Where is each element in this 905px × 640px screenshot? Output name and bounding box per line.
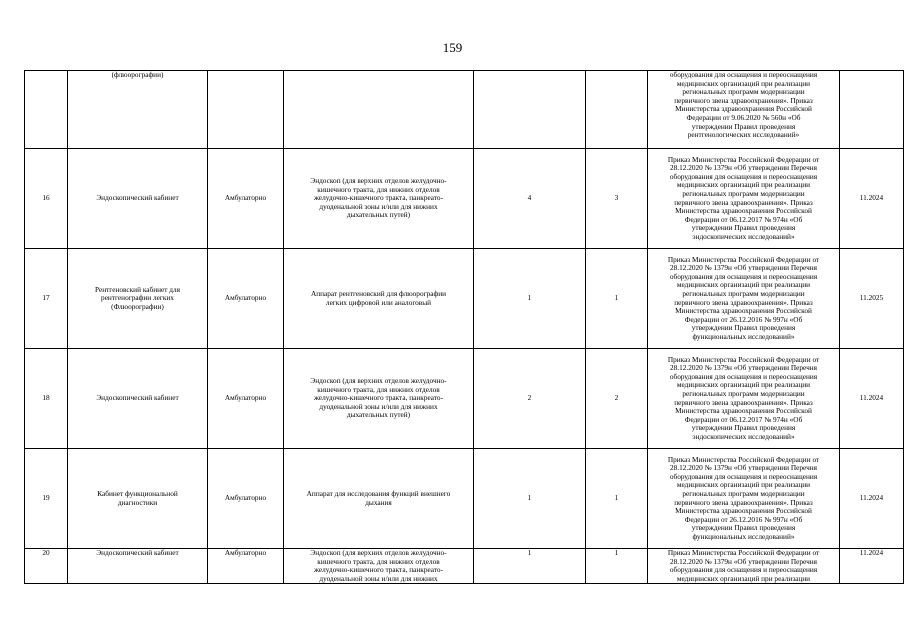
- legal-basis-cell: [648, 549, 840, 584]
- required-count-cell: [474, 349, 586, 449]
- deadline-date: 11.2024: [859, 548, 884, 557]
- required-count: 1: [527, 293, 532, 303]
- care-mode-cell: [208, 249, 284, 349]
- available-count-cell: [586, 71, 648, 149]
- cabinet-name: Рентгеновский кабинет для рентгенографии легких (Флюорографии): [95, 284, 180, 311]
- deadline-cell: [840, 449, 904, 549]
- cabinet-name: Эндоскопический кабинет: [96, 548, 179, 557]
- care-mode-cell: [208, 449, 284, 549]
- equipment-name: Аппарат для исследования функций внешнего дыхания: [306, 488, 451, 507]
- cabinet-name-cell: [68, 71, 208, 149]
- care-mode: Амбулаторно: [224, 393, 267, 403]
- cabinet-name: (флюорографии): [111, 70, 164, 79]
- equipment-name: Аппарат рентгеновский для флюорографии легких цифровой или аналоговый: [310, 288, 447, 307]
- care-mode: Амбулаторно: [224, 493, 267, 503]
- required-count-cell: [474, 449, 586, 549]
- required-count: 4: [527, 193, 532, 203]
- table-row: [25, 449, 904, 549]
- equipment-cell: [284, 549, 474, 584]
- available-count-cell: [586, 149, 648, 249]
- care-mode-cell: [208, 149, 284, 249]
- legal-basis-cell: [648, 71, 840, 149]
- equipment-table: [24, 70, 904, 584]
- deadline-date: 11.2025: [859, 293, 884, 303]
- legal-basis-cell: [648, 449, 840, 549]
- required-count-cell: [474, 249, 586, 349]
- cabinet-name-cell: [68, 449, 208, 549]
- care-mode: Амбулаторно: [224, 193, 267, 203]
- available-count: 2: [614, 393, 619, 403]
- available-count-cell: [586, 449, 648, 549]
- legal-basis: Приказ Министерства Российской Федерации от 28.12.2020 № 1379н «Об утверждении Перечня оборудования для оснащения и переоснащения медицинских организаций при реализации региональных программ модернизации первичного звена здравоохранения». Приказ Министерства здравоохранения Российской Федерации от 06.12.2017 № 974н «Об утверждении Правил проведения эндоскопических исследований»: [667, 154, 820, 241]
- available-count: 1: [614, 548, 619, 557]
- row-number-cell: [25, 549, 68, 584]
- legal-basis-cell: [648, 349, 840, 449]
- care-mode-cell: [208, 71, 284, 149]
- deadline-date: 11.2024: [859, 493, 884, 503]
- cabinet-name: Эндоскопический кабинет: [96, 393, 179, 403]
- legal-basis: Приказ Министерства Российской Федерации от 28.12.2020 № 1379н «Об утверждении Перечня оборудования для оснащения и переоснащения медицинских организаций при реализации региональных программ модернизации первичного звена здравоохранения». Приказ Министерства здравоохранения Российской Федерации от 26.12.2016 № 997н «Об утверждении Правил проведения функциональных исследований»: [667, 454, 820, 541]
- care-mode-cell: [208, 549, 284, 584]
- table-row: [25, 71, 904, 149]
- legal-basis-cell: [648, 249, 840, 349]
- deadline-cell: [840, 149, 904, 249]
- equipment-cell: [284, 149, 474, 249]
- legal-basis-cell: [648, 149, 840, 249]
- row-number-cell: [25, 249, 68, 349]
- cabinet-name-cell: [68, 549, 208, 584]
- equipment-name: Эндоскоп (для верхних отделов желудочно- кишечного тракта, для нижних отделов желудочно-кишечного тракта, панкреато- дуоденальной зоны и/или для нижних: [310, 548, 447, 583]
- row-number: 16: [42, 193, 50, 203]
- care-mode: Амбулаторно: [224, 548, 267, 557]
- equipment-cell: [284, 349, 474, 449]
- equipment-cell: [284, 249, 474, 349]
- cabinet-name: Кабинет функциональной диагностики: [97, 488, 178, 507]
- deadline-date: 11.2024: [859, 393, 884, 403]
- available-count: 1: [614, 293, 619, 303]
- equipment-name: Эндоскоп (для верхних отделов желудочно- кишечного тракта, для нижних отделов желудочно-кишечного тракта, панкреато- дуоденальной зоны и/или для нижних дыхательных путей): [310, 176, 447, 220]
- table-row: [25, 149, 904, 249]
- legal-basis: Приказ Министерства Российской Федерации от 28.12.2020 № 1379н «Об утверждении Перечня оборудования для оснащения и переоснащения медицинских организаций при реализации региональных программ модернизации первичного звена здравоохранения». Приказ Министерства здравоохранения Российской Федерации от 06.12.2017 № 974н «Об утверждении Правил проведения эндоскопических исследований»: [667, 354, 820, 441]
- table-row: [25, 549, 904, 584]
- required-count-cell: [474, 549, 586, 584]
- available-count: 3: [614, 193, 619, 203]
- row-number: 18: [42, 393, 50, 403]
- deadline-cell: [840, 549, 904, 584]
- care-mode-cell: [208, 349, 284, 449]
- row-number: 20: [42, 548, 50, 557]
- available-count-cell: [586, 349, 648, 449]
- page-number: 159: [442, 40, 463, 55]
- equipment-cell: [284, 71, 474, 149]
- available-count: 1: [614, 493, 619, 503]
- cabinet-name-cell: [68, 149, 208, 249]
- deadline-cell: [840, 349, 904, 449]
- row-number-cell: [25, 449, 68, 549]
- available-count-cell: [586, 549, 648, 584]
- required-count: 2: [527, 393, 532, 403]
- equipment-name: Эндоскоп (для верхних отделов желудочно- кишечного тракта, для нижних отделов желудочно-кишечного тракта, панкреато- дуоденальной зоны и/или для нижних дыхательных путей): [310, 376, 447, 420]
- row-number-cell: [25, 71, 68, 149]
- required-count: 1: [527, 548, 532, 557]
- legal-basis: Приказ Министерства Российской Федерации от 28.12.2020 № 1379н «Об утверждении Перечня оборудования для оснащения и переоснащения медицинских организаций при реализации региональных программ модернизации первичного звена здравоохранения». Приказ Министерства здравоохранения Российской Федерации от 26.12.2016 № 997н «Об утверждении Правил проведения функциональных исследований»: [667, 254, 820, 341]
- row-number-cell: [25, 149, 68, 249]
- row-number-cell: [25, 349, 68, 449]
- table-row: [25, 349, 904, 449]
- cabinet-name: Эндоскопический кабинет: [96, 193, 179, 203]
- deadline-cell: [840, 71, 904, 149]
- row-number: 19: [42, 493, 50, 503]
- deadline-cell: [840, 249, 904, 349]
- legal-basis: Приказ Министерства Российской Федерации от 28.12.2020 № 1379н «Об утверждении Перечня оборудования для оснащения и переоснащения медицинских организаций при реализации: [667, 548, 820, 583]
- table-row: [25, 249, 904, 349]
- required-count: 1: [527, 493, 532, 503]
- deadline-date: 11.2024: [859, 193, 884, 203]
- row-number: 17: [42, 293, 50, 303]
- available-count-cell: [586, 249, 648, 349]
- cabinet-name-cell: [68, 349, 208, 449]
- equipment-cell: [284, 449, 474, 549]
- legal-basis: оборудования для оснащения и переоснащения медицинских организаций при реализации региональных программ модернизации первичного звена здравоохранения». Приказ Министерства здравоохранения Российской Федерации от 9.06.2020 № 560н «Об утверждении Правил проведения рентгенологических исследований»: [669, 70, 818, 140]
- care-mode: Амбулаторно: [224, 293, 267, 303]
- required-count-cell: [474, 71, 586, 149]
- cabinet-name-cell: [68, 249, 208, 349]
- required-count-cell: [474, 149, 586, 249]
